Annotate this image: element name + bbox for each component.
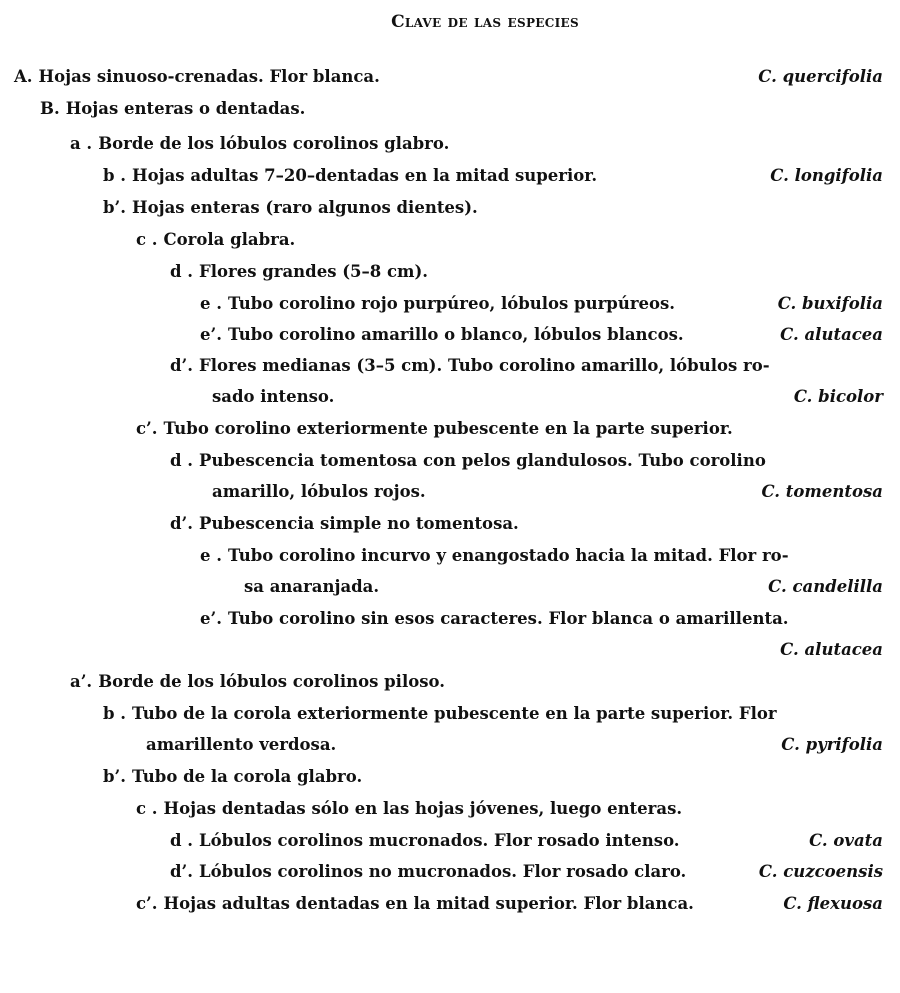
species-name: C. pyrifolia — [781, 735, 883, 754]
key-entry — [200, 609, 789, 629]
entry-label: e’. — [200, 609, 222, 628]
entry-text: Pubescencia simple no tomentosa. — [199, 514, 519, 533]
entry-label: e’. — [200, 325, 222, 344]
species-name: C. quercifolia — [758, 67, 883, 86]
entry-text: Corola glabra. — [163, 230, 296, 249]
entry-text: Tubo de la corola glabro. — [132, 767, 363, 786]
entry-label: b . — [103, 166, 127, 185]
key-entry — [136, 894, 694, 914]
entry-label: d’. — [170, 356, 194, 375]
key-entry — [200, 546, 789, 566]
entry-label: d . — [170, 831, 194, 850]
key-entry — [70, 134, 449, 154]
entry-text: Flores medianas (3–5 cm). Tubo corolino amarillo, lóbulos ro- — [199, 356, 770, 375]
key-entry — [200, 294, 675, 314]
species-name: C. alutacea — [780, 325, 883, 344]
key-entry — [170, 451, 766, 471]
key-entry — [200, 325, 684, 345]
entry-continuation: sa anaranjada. — [244, 577, 380, 596]
entry-text: Tubo corolino exteriormente pubescente en la parte superior. — [163, 419, 733, 438]
entry-text: Borde de los lóbulos corolinos glabro. — [98, 134, 450, 153]
entry-text: Hojas adultas 7–20–dentadas en la mitad superior. — [132, 166, 598, 185]
page-title: Clave de las especies — [391, 12, 579, 32]
key-entry — [170, 356, 770, 376]
entry-label: d . — [170, 451, 194, 470]
entry-text: Tubo corolino amarillo o blanco, lóbulos blancos. — [228, 325, 684, 344]
entry-continuation: amarillento verdosa. — [146, 735, 337, 754]
key-entry — [40, 99, 305, 119]
key-entry — [103, 166, 597, 186]
entry-text: Tubo corolino incurvo y enangostado hacia la mitad. Flor ro- — [228, 546, 789, 565]
species-name: C. flexuosa — [783, 894, 883, 913]
key-entry — [170, 831, 680, 851]
entry-text: Hojas enteras (raro algunos dientes). — [132, 198, 478, 217]
species-name: C. bicolor — [793, 387, 883, 406]
key-entry — [136, 230, 295, 250]
key-entry — [170, 262, 428, 282]
key-entry — [103, 704, 777, 724]
entry-text: Pubescencia tomentosa con pelos glandulosos. Tubo corolino — [199, 451, 766, 470]
species-name: C. ovata — [809, 831, 883, 850]
entry-label: b . — [103, 704, 127, 723]
entry-label: b’. — [103, 767, 127, 786]
species-name: C. buxifolia — [777, 294, 883, 313]
entry-text: Hojas enteras o dentadas. — [65, 99, 306, 118]
key-entry — [136, 799, 682, 819]
key-entry — [103, 198, 478, 218]
entry-label: a . — [70, 134, 93, 153]
entry-label: c . — [136, 799, 158, 818]
entry-label: c’. — [136, 419, 158, 438]
entry-label: e . — [200, 294, 222, 313]
species-name: C. cuzcoensis — [758, 862, 883, 881]
key-entry — [103, 767, 362, 787]
entry-text: Hojas dentadas sólo en las hojas jóvenes, luego enteras. — [163, 799, 683, 818]
key-entry — [170, 514, 519, 534]
entry-text: Flores grandes (5–8 cm). — [199, 262, 429, 281]
entry-label: A. — [14, 67, 33, 86]
entry-label: b’. — [103, 198, 127, 217]
entry-label: a’. — [70, 672, 93, 691]
key-entry — [170, 862, 686, 882]
entry-label: B. — [40, 99, 60, 118]
species-name: C. longifolia — [770, 166, 883, 185]
entry-continuation: sado intenso. — [212, 387, 335, 406]
entry-text: Lóbulos corolinos no mucronados. Flor rosado claro. — [199, 862, 687, 881]
species-name: C. candelilla — [768, 577, 883, 596]
entry-text: Tubo corolino rojo purpúreo, lóbulos purpúreos. — [228, 294, 676, 313]
entry-continuation: amarillo, lóbulos rojos. — [212, 482, 426, 501]
key-entry — [136, 419, 733, 439]
species-name: C. alutacea — [780, 640, 883, 659]
key-entry — [14, 67, 380, 87]
entry-label: d’. — [170, 862, 194, 881]
entry-text: Hojas adultas dentadas en la mitad superior. Flor blanca. — [163, 894, 694, 913]
entry-text: Hojas sinuoso-crenadas. Flor blanca. — [38, 67, 380, 86]
species-name: C. tomentosa — [761, 482, 883, 501]
entry-label: d . — [170, 262, 194, 281]
entry-text: Tubo de la corola exteriormente pubescente en la parte superior. Flor — [132, 704, 777, 723]
entry-text: Tubo corolino sin esos caracteres. Flor blanca o amarillenta. — [228, 609, 789, 628]
entry-text: Lóbulos corolinos mucronados. Flor rosado intenso. — [199, 831, 680, 850]
entry-label: e . — [200, 546, 222, 565]
entry-label: c’. — [136, 894, 158, 913]
entry-label: c . — [136, 230, 158, 249]
entry-text: Borde de los lóbulos corolinos piloso. — [98, 672, 445, 691]
entry-label: d’. — [170, 514, 194, 533]
key-entry — [70, 672, 445, 692]
